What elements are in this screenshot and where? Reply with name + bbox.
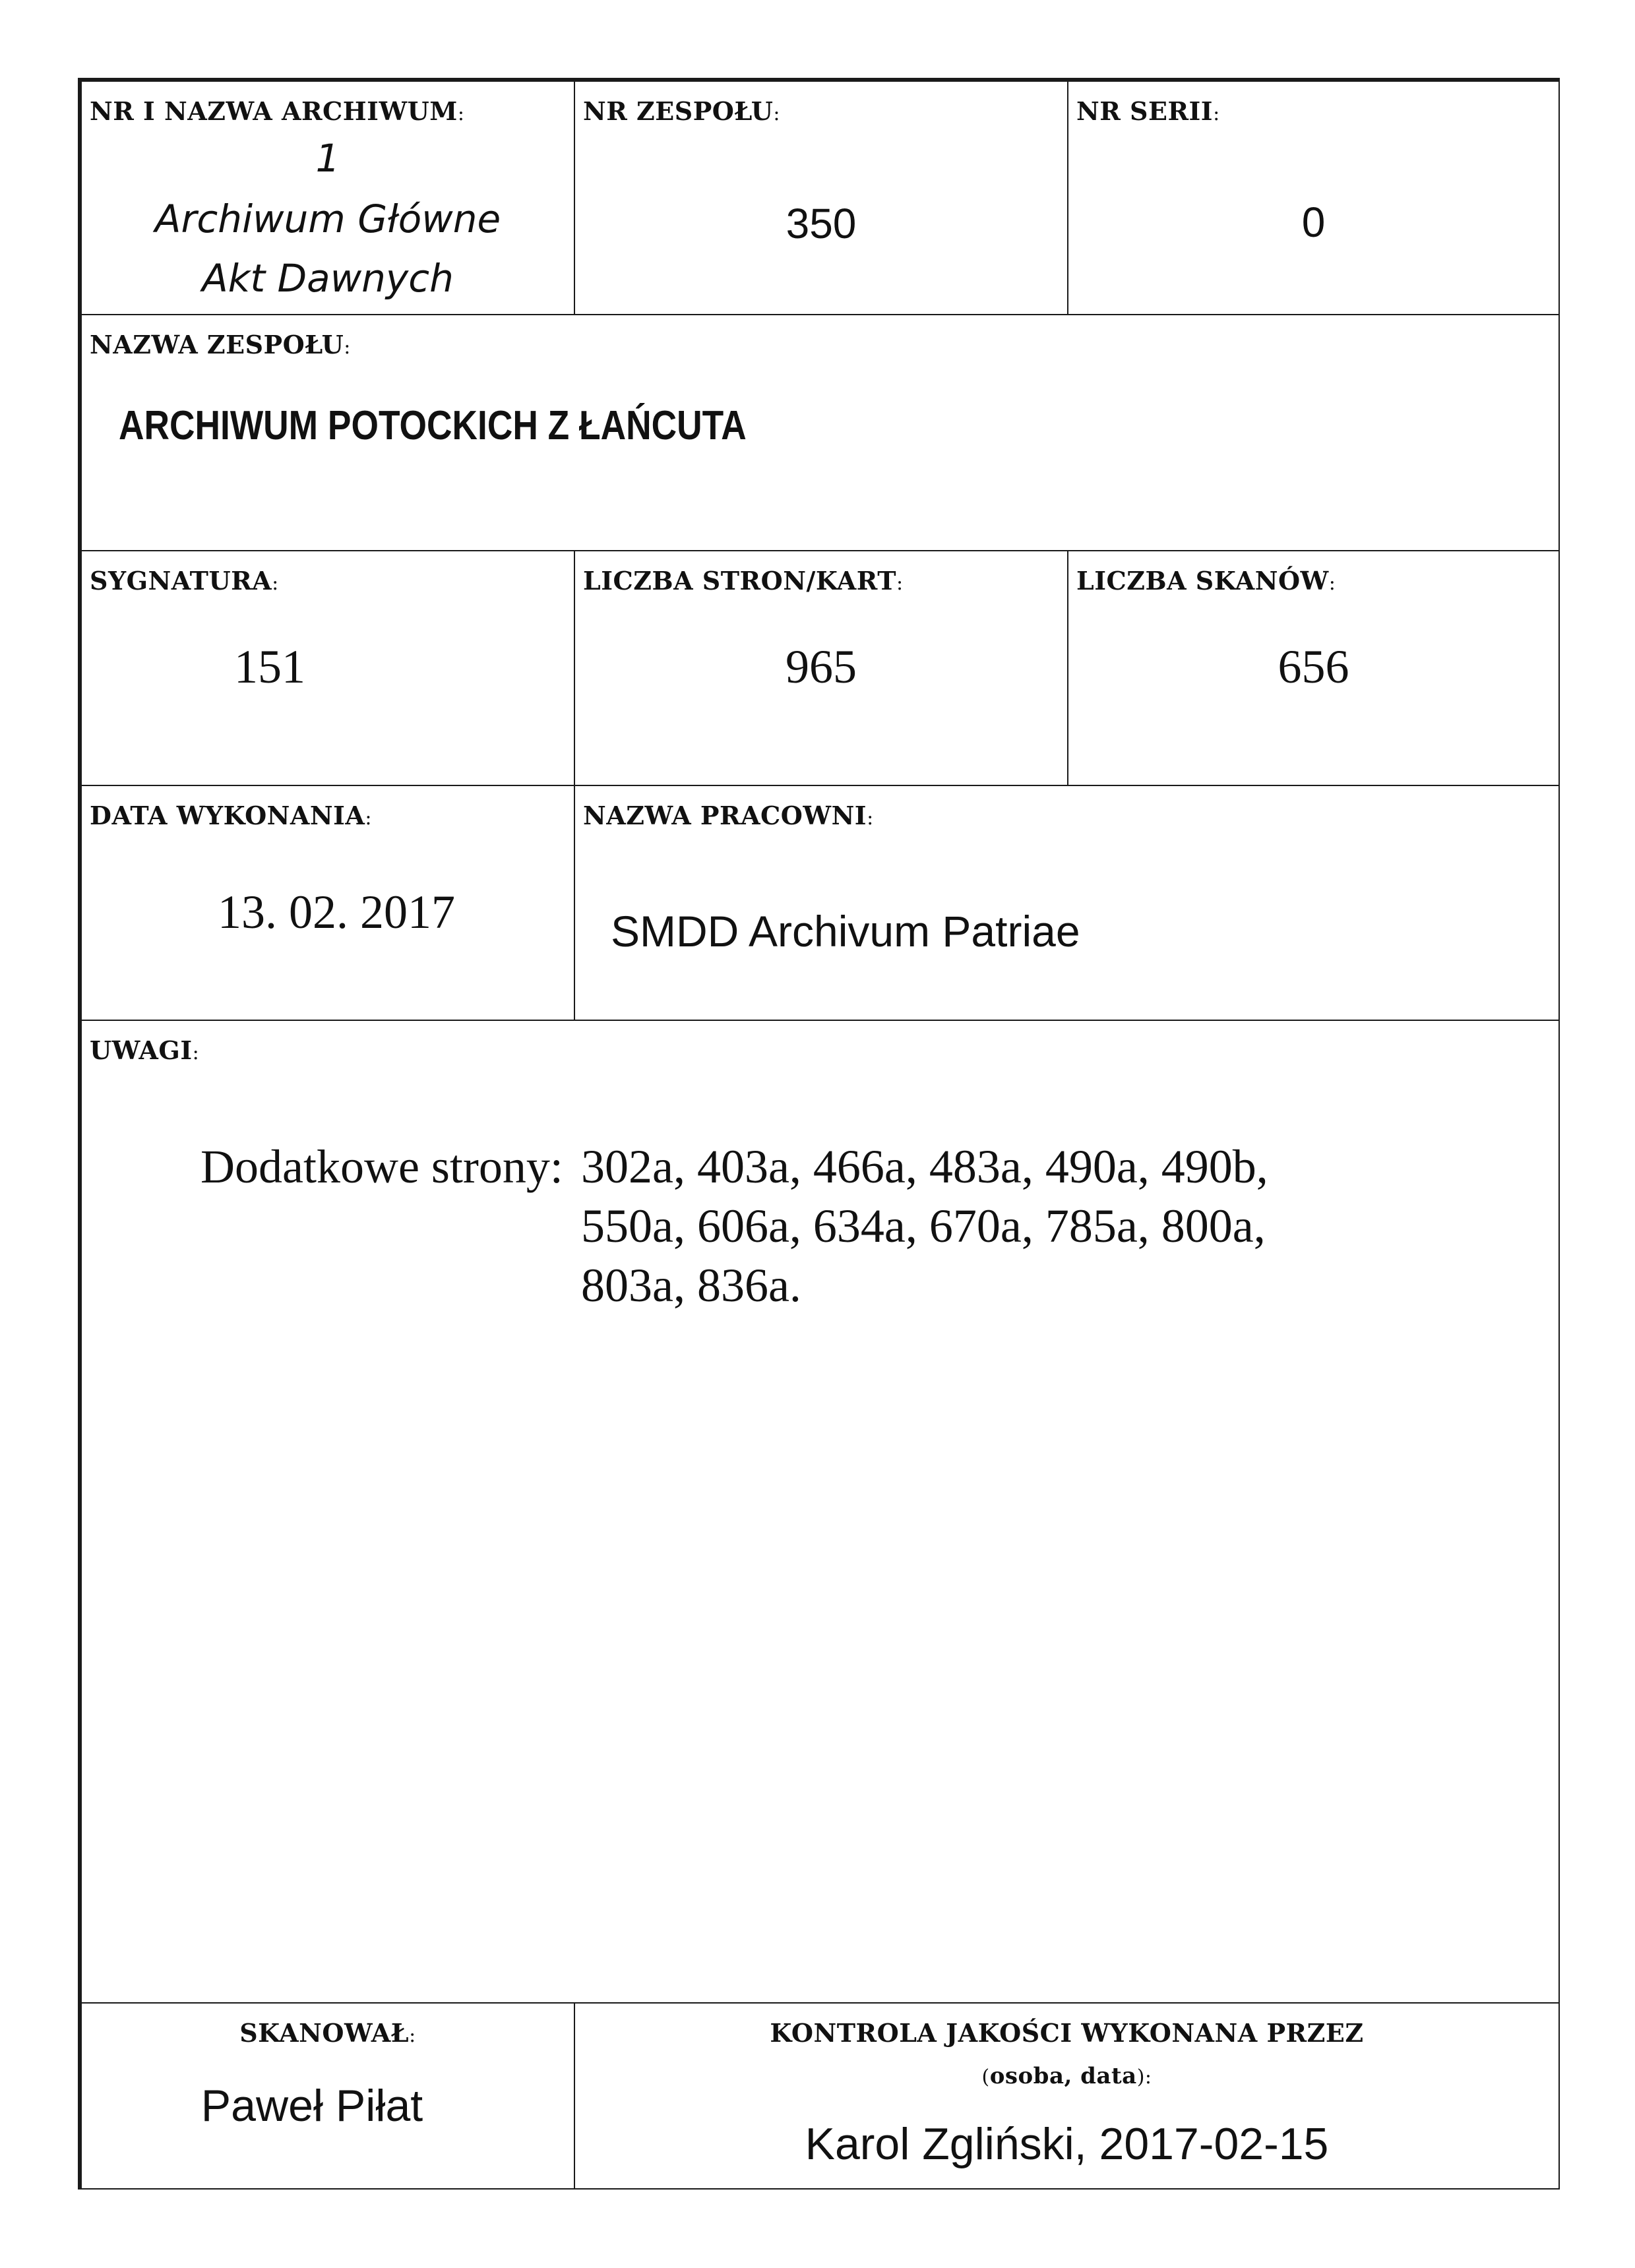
- fonds-number-label: NR ZESPOŁU:: [583, 96, 781, 126]
- notes-line2: 550a, 606a, 634a, 670a, 785a, 800a,: [581, 1200, 1266, 1252]
- date-made-value: 13. 02. 2017: [218, 886, 455, 938]
- pages-count-value: 965: [786, 640, 857, 693]
- archive-metadata-form: [78, 78, 1560, 2190]
- archive-name-line1: Archiwum Główne: [154, 197, 501, 241]
- series-number-label: NR SERII:: [1076, 96, 1220, 126]
- series-number-cell: [1067, 80, 1560, 315]
- pages-count-label: LICZBA STRON/KART:: [583, 566, 904, 596]
- notes-intro: Dodatkowe strony:: [201, 1140, 563, 1193]
- signature-label: SYGNATURA:: [90, 566, 279, 596]
- archive-cell: [80, 80, 575, 315]
- scanned-by-value: Paweł Piłat: [201, 2081, 423, 2131]
- fonds-number-value: 350: [786, 200, 857, 247]
- workshop-value: SMDD Archivum Patriae: [611, 907, 1080, 956]
- workshop-cell: [574, 785, 1560, 1021]
- series-number-value: 0: [1301, 199, 1326, 246]
- scans-count-cell: [1067, 550, 1560, 786]
- pages-count-cell: [574, 550, 1068, 786]
- signature-cell: [80, 550, 575, 786]
- quality-control-value: Karol Zgliński, 2017-02-15: [805, 2119, 1329, 2169]
- scanned-by-cell: [80, 2002, 575, 2190]
- notes-line1: 302a, 403a, 466a, 483a, 490a, 490b,: [581, 1140, 1268, 1193]
- notes-line3: 803a, 836a.: [581, 1259, 801, 1312]
- fonds-name-label: NAZWA ZESPOŁU:: [90, 330, 351, 359]
- archive-name-line2: Akt Dawnych: [202, 256, 454, 301]
- scans-count-value: 656: [1278, 640, 1349, 693]
- notes-cell: [80, 1020, 1560, 2004]
- scans-count-label: LICZBA SKANÓW:: [1076, 566, 1336, 596]
- signature-value: 151: [234, 640, 305, 693]
- notes-label: UWAGI:: [90, 1035, 200, 1065]
- quality-control-cell: [574, 2002, 1560, 2190]
- date-made-label: DATA WYKONANIA:: [90, 801, 373, 830]
- fonds-name-value: ARCHIWUM POTOCKICH Z ŁAŃCUTA: [119, 403, 747, 448]
- quality-control-sublabel: (osoba, data):: [981, 2063, 1152, 2089]
- quality-control-label: KONTROLA JAKOŚCI WYKONANA PRZEZ: [770, 2018, 1364, 2048]
- archive-number: 1: [315, 136, 340, 181]
- workshop-label: NAZWA PRACOWNI:: [583, 801, 874, 830]
- archive-label: NR I NAZWA ARCHIWUM:: [90, 96, 465, 126]
- fonds-name-cell: [80, 314, 1560, 551]
- date-made-cell: [80, 785, 575, 1021]
- scanned-by-label: SKANOWAŁ:: [239, 2018, 416, 2048]
- fonds-number-cell: [574, 80, 1068, 315]
